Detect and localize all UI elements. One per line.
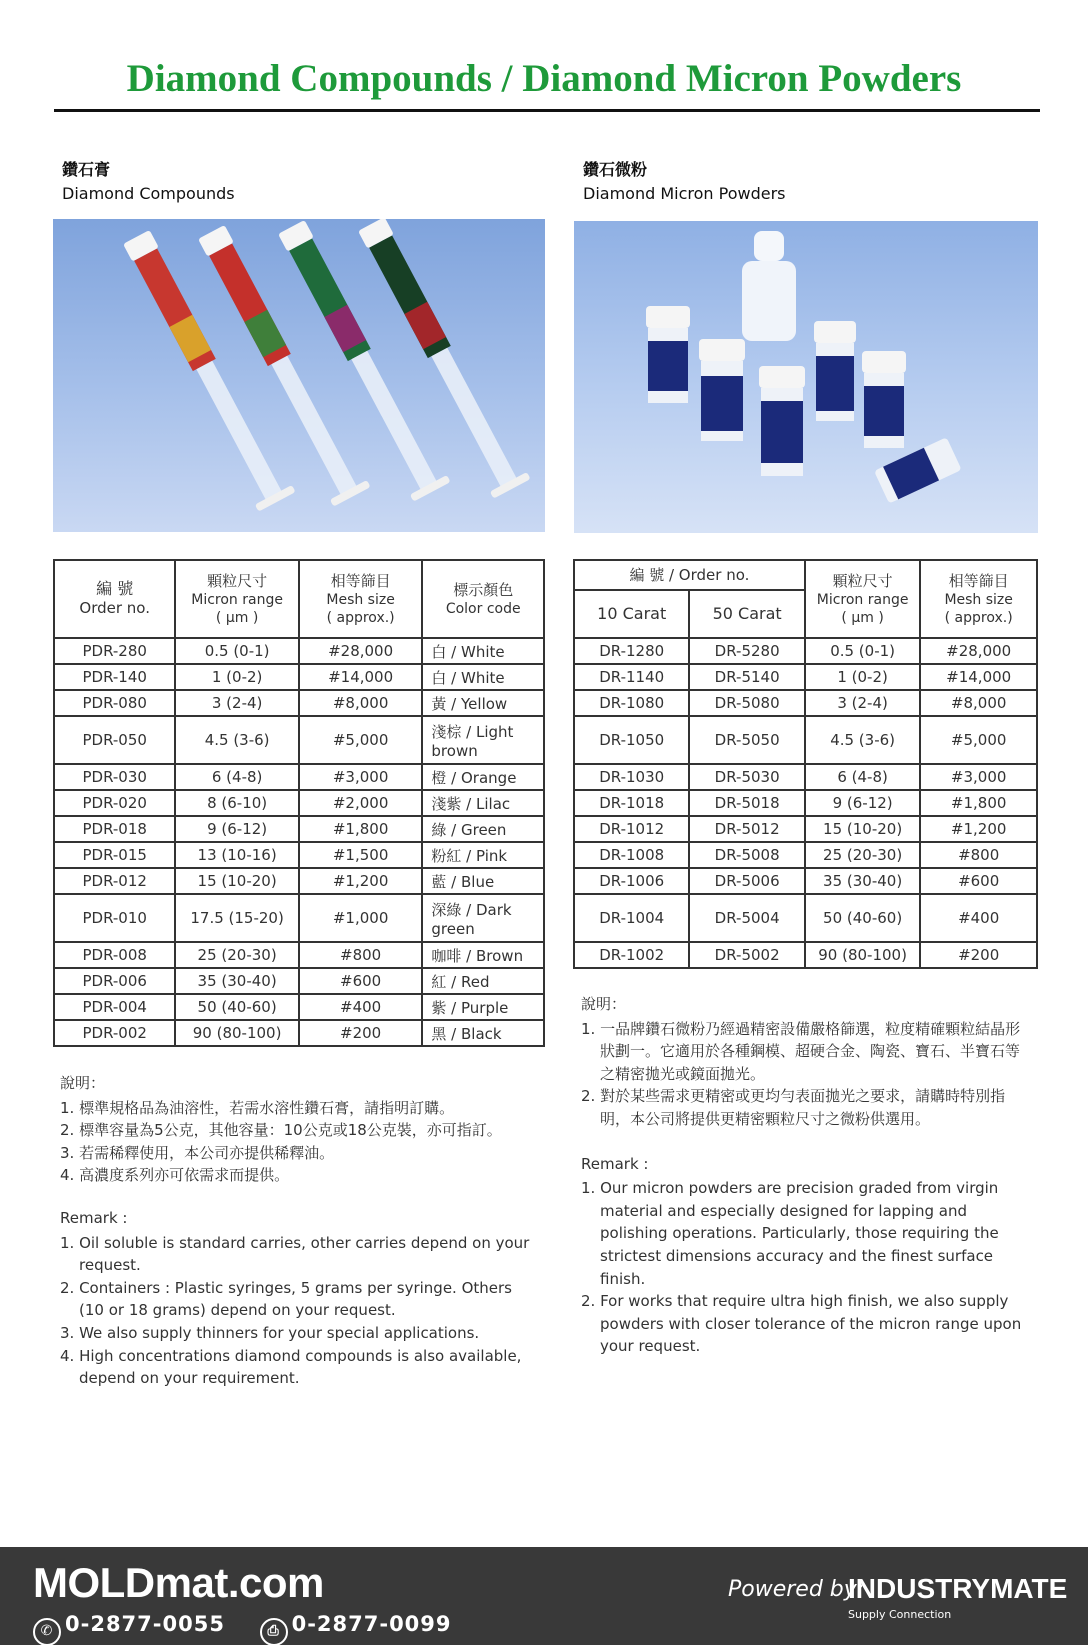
note-en: 1. Our micron powders are precision graded from virgin material and especially designed for lapping and polishing operations. Particularly, those requiring the strictest dimensions accuracy and the finest surface finish. <box>581 1179 999 1288</box>
order-10-cell: DR-1006 <box>574 868 689 894</box>
note-en: 3. We also supply thinners for your special applications. <box>60 1323 480 1342</box>
order-cell: PDR-030 <box>54 764 175 790</box>
order-cell: PDR-050 <box>54 716 175 764</box>
notes-zh-label: 說明： <box>581 995 627 1013</box>
compounds-notes <box>60 1072 540 1390</box>
table-row <box>574 942 1037 968</box>
order-cell: PDR-002 <box>54 1020 175 1046</box>
table-row <box>54 868 544 894</box>
order-cell: PDR-012 <box>54 868 175 894</box>
order-10-cell: DR-1030 <box>574 764 689 790</box>
color-cell: 黃 / Yellow <box>422 690 544 716</box>
color-cell: 粉紅 / Pink <box>422 842 544 868</box>
notes-en-label: Remark : <box>60 1208 128 1227</box>
micron-cell: 6 (4-8) <box>805 764 920 790</box>
note-zh: 4. 高濃度系列亦可依需求而提供。 <box>60 1166 290 1185</box>
order-50-cell: DR-5002 <box>689 942 804 968</box>
order-cell: PDR-080 <box>54 690 175 716</box>
order-50-cell: DR-5018 <box>689 790 804 816</box>
order-10-cell: DR-1002 <box>574 942 689 968</box>
col-mesh: 相等篩目 Mesh size ( approx.) <box>920 560 1037 638</box>
color-cell: 藍 / Blue <box>422 868 544 894</box>
syringes-illustration <box>53 219 545 532</box>
compounds-heading-en: Diamond Compounds <box>62 184 235 203</box>
order-50-cell: DR-5280 <box>689 638 804 664</box>
compounds-header-row <box>54 560 544 638</box>
mesh-cell: #3,000 <box>920 764 1037 790</box>
col-micron: 顆粒尺寸 Micron range ( μm ) <box>175 560 298 638</box>
color-cell: 紫 / Purple <box>422 994 544 1020</box>
note-zh: 2. 對於某些需求更精密或更均勻表面拋光之要求，請購時特別指明，本公司將提供更精密顆粒尺寸之微粉供選用。 <box>581 1087 1006 1128</box>
micron-cell: 3 (2-4) <box>175 690 298 716</box>
note-zh: 1. 標準規格品為油溶性，若需水溶性鑽石膏，請指明訂購。 <box>60 1098 455 1117</box>
table-row <box>54 1020 544 1046</box>
mesh-cell: #14,000 <box>299 664 423 690</box>
mesh-cell: #600 <box>299 968 423 994</box>
mesh-cell: #400 <box>920 894 1037 942</box>
micron-cell: 25 (20-30) <box>805 842 920 868</box>
order-10-cell: DR-1008 <box>574 842 689 868</box>
order-50-cell: DR-5004 <box>689 894 804 942</box>
moldmat-logo[interactable]: MOLDmat.com <box>33 1559 324 1606</box>
phone-number[interactable]: 0-2877-0055 <box>65 1612 225 1636</box>
powders-header-row <box>574 560 1037 590</box>
micron-cell: 8 (6-10) <box>175 790 298 816</box>
mesh-cell: #1,000 <box>299 894 423 942</box>
micron-cell: 50 (40-60) <box>175 994 298 1020</box>
mesh-cell: #1,800 <box>299 816 423 842</box>
table-row <box>574 842 1037 868</box>
mesh-cell: #8,000 <box>920 690 1037 716</box>
order-10-cell: DR-1004 <box>574 894 689 942</box>
micron-cell: 3 (2-4) <box>805 690 920 716</box>
order-10-cell: DR-1050 <box>574 716 689 764</box>
mesh-cell: #800 <box>920 842 1037 868</box>
table-row <box>54 716 544 764</box>
page-title: Diamond Compounds / Diamond Micron Powders <box>126 57 962 100</box>
order-50-cell: DR-5030 <box>689 764 804 790</box>
notes-zh-label: 說明： <box>60 1074 106 1092</box>
compounds-heading-zh: 鑽石膏 <box>62 160 111 179</box>
table-row <box>54 842 544 868</box>
bottles-illustration <box>574 221 1038 533</box>
micron-cell: 25 (20-30) <box>175 942 298 968</box>
order-10-cell: DR-1280 <box>574 638 689 664</box>
color-cell: 咖啡 / Brown <box>422 942 544 968</box>
col-color: 標示顏色 Color code <box>422 560 544 638</box>
powders-heading <box>583 158 785 206</box>
micron-cell: 9 (6-12) <box>805 790 920 816</box>
powders-heading-en: Diamond Micron Powders <box>583 184 786 203</box>
table-row <box>54 790 544 816</box>
micron-cell: 4.5 (3-6) <box>175 716 298 764</box>
micron-cell: 0.5 (0-1) <box>805 638 920 664</box>
micron-cell: 17.5 (15-20) <box>175 894 298 942</box>
mesh-cell: #2,000 <box>299 790 423 816</box>
color-cell: 淺紫 / Lilac <box>422 790 544 816</box>
note-en: 1. Oil soluble is standard carries, other carries depend on your request. <box>60 1233 530 1275</box>
note-en: 4. High concentrations diamond compounds is also available, depend on your requirement. <box>60 1346 522 1388</box>
table-row <box>54 690 544 716</box>
order-50-cell: DR-5012 <box>689 816 804 842</box>
color-cell: 綠 / Green <box>422 816 544 842</box>
color-cell: 深綠 / Dark green <box>422 894 544 942</box>
order-50-cell: DR-5140 <box>689 664 804 690</box>
table-row <box>54 968 544 994</box>
mesh-cell: #5,000 <box>299 716 423 764</box>
order-50-cell: DR-5006 <box>689 868 804 894</box>
compounds-heading <box>62 158 235 206</box>
col-order: 編 號 Order no. <box>54 560 175 638</box>
order-50-cell: DR-5050 <box>689 716 804 764</box>
table-row <box>574 764 1037 790</box>
color-cell: 淺棕 / Light brown <box>422 716 544 764</box>
col-mesh: 相等篩目 Mesh size ( approx.) <box>299 560 423 638</box>
mesh-cell: #14,000 <box>920 664 1037 690</box>
note-zh: 2. 標準容量為5公克，其他容量：10公克或18公克裝，亦可指訂。 <box>60 1121 502 1140</box>
order-cell: PDR-020 <box>54 790 175 816</box>
mesh-cell: #600 <box>920 868 1037 894</box>
phone-icon: ✆ <box>33 1618 61 1646</box>
mesh-cell: #28,000 <box>299 638 423 664</box>
color-cell: 紅 / Red <box>422 968 544 994</box>
mesh-cell: #1,800 <box>920 790 1037 816</box>
notes-en-label: Remark : <box>581 1154 649 1173</box>
color-cell: 黑 / Black <box>422 1020 544 1046</box>
order-cell: PDR-015 <box>54 842 175 868</box>
fax-icon: ⎙ <box>260 1618 288 1646</box>
compounds-table <box>53 559 545 1047</box>
order-10-cell: DR-1018 <box>574 790 689 816</box>
micron-cell: 35 (30-40) <box>805 868 920 894</box>
note-en: 2. For works that require ultra high finish, we also supply powders with closer tolerance of the micron range upon your request. <box>581 1292 1022 1356</box>
order-cell: PDR-140 <box>54 664 175 690</box>
order-10-cell: DR-1140 <box>574 664 689 690</box>
mesh-cell: #28,000 <box>920 638 1037 664</box>
order-10-cell: DR-1012 <box>574 816 689 842</box>
table-row <box>574 690 1037 716</box>
powered-by-label: Powered by: <box>728 1577 865 1602</box>
mesh-cell: #200 <box>299 1020 423 1046</box>
mesh-cell: #400 <box>299 994 423 1020</box>
table-row <box>574 716 1037 764</box>
mesh-cell: #1,200 <box>920 816 1037 842</box>
syringes-photo <box>53 219 545 532</box>
industrymate-tagline: Supply Connection <box>848 1608 952 1621</box>
order-cell: PDR-010 <box>54 894 175 942</box>
table-row <box>574 664 1037 690</box>
mesh-cell: #3,000 <box>299 764 423 790</box>
contact-line <box>33 1612 452 1646</box>
order-cell: PDR-006 <box>54 968 175 994</box>
note-zh: 3. 若需稀釋使用，本公司亦提供稀釋油。 <box>60 1143 335 1162</box>
table-row <box>54 994 544 1020</box>
color-cell: 橙 / Orange <box>422 764 544 790</box>
table-row <box>54 816 544 842</box>
micron-cell: 6 (4-8) <box>175 764 298 790</box>
table-row <box>574 816 1037 842</box>
micron-cell: 4.5 (3-6) <box>805 716 920 764</box>
powders-heading-zh: 鑽石微粉 <box>583 160 648 179</box>
micron-cell: 1 (0-2) <box>175 664 298 690</box>
color-cell: 白 / White <box>422 638 544 664</box>
industrymate-logo[interactable]: INDUSTRYMATE <box>848 1573 1068 1604</box>
order-cell: PDR-008 <box>54 942 175 968</box>
micron-cell: 9 (6-12) <box>175 816 298 842</box>
powder-bottles-photo <box>574 221 1038 533</box>
mesh-cell: #800 <box>299 942 423 968</box>
mesh-cell: #8,000 <box>299 690 423 716</box>
micron-cell: 90 (80-100) <box>805 942 920 968</box>
micron-cell: 90 (80-100) <box>175 1020 298 1046</box>
table-row <box>574 638 1037 664</box>
table-row <box>574 894 1037 942</box>
order-50-cell: DR-5080 <box>689 690 804 716</box>
micron-cell: 0.5 (0-1) <box>175 638 298 664</box>
mesh-cell: #5,000 <box>920 716 1037 764</box>
micron-cell: 50 (40-60) <box>805 894 920 942</box>
micron-cell: 15 (10-20) <box>175 868 298 894</box>
table-row <box>54 638 544 664</box>
note-en: 2. Containers : Plastic syringes, 5 grams per syringe. Others (10 or 18 grams) depend on your request. <box>60 1278 512 1320</box>
table-row <box>574 790 1037 816</box>
table-row <box>54 942 544 968</box>
order-10-cell: DR-1080 <box>574 690 689 716</box>
table-row <box>574 868 1037 894</box>
powders-notes <box>581 993 1031 1358</box>
order-cell: PDR-004 <box>54 994 175 1020</box>
title-rule <box>54 109 1040 112</box>
fax-number[interactable]: 0-2877-0099 <box>291 1612 452 1636</box>
order-cell: PDR-280 <box>54 638 175 664</box>
mesh-cell: #1,500 <box>299 842 423 868</box>
table-row <box>54 664 544 690</box>
order-cell: PDR-018 <box>54 816 175 842</box>
micron-cell: 1 (0-2) <box>805 664 920 690</box>
table-row <box>54 764 544 790</box>
col-order-group: 編 號 / Order no. <box>574 560 805 590</box>
col-10-carat: 10 Carat <box>574 590 689 638</box>
table-row <box>54 894 544 942</box>
micron-cell: 35 (30-40) <box>175 968 298 994</box>
micron-cell: 15 (10-20) <box>805 816 920 842</box>
color-cell: 白 / White <box>422 664 544 690</box>
order-50-cell: DR-5008 <box>689 842 804 868</box>
note-zh: 1. 一品牌鑽石微粉乃經過精密設備嚴格篩選，粒度精確顆粒結晶形狀劃一。它適用於各種鋼模、超硬合金、陶瓷、寶石、半寶石等之精密拋光或鏡面拋光。 <box>581 1019 1021 1083</box>
col-50-carat: 50 Carat <box>689 590 804 638</box>
mesh-cell: #200 <box>920 942 1037 968</box>
micron-cell: 13 (10-16) <box>175 842 298 868</box>
powders-table <box>573 559 1038 969</box>
mesh-cell: #1,200 <box>299 868 423 894</box>
col-micron: 顆粒尺寸 Micron range ( μm ) <box>805 560 920 638</box>
footer-bar <box>0 1547 1088 1645</box>
